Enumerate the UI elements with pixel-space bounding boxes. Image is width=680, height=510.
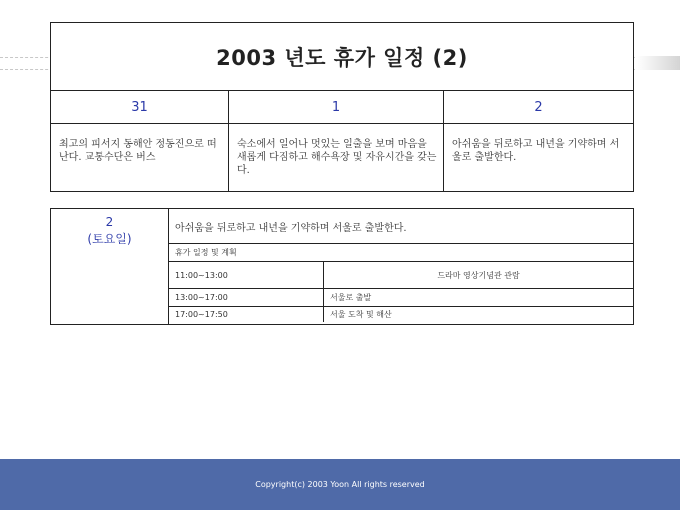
title-row bbox=[51, 23, 633, 91]
day-desc-1: 최고의 피서지 동해안 정동진으로 떠난다. 교통수단은 버스 bbox=[51, 124, 229, 191]
day-desc-2: 숙소에서 일어나 멋있는 일출을 보며 마음을 새롭게 다짐하고 해수욕장 및 자유시간을 갖는다. bbox=[229, 124, 444, 191]
day-desc-row bbox=[51, 124, 633, 191]
day-cell-3: 2 bbox=[444, 91, 633, 124]
detail-content-col bbox=[169, 209, 633, 324]
detail-table bbox=[50, 208, 634, 325]
plan-header: 휴가 일정 및 계획 bbox=[169, 244, 633, 262]
schedule-row bbox=[169, 307, 633, 322]
schedule-time: 17:00~17:50 bbox=[169, 307, 324, 322]
detail-summary: 아쉬움을 뒤로하고 내년을 기약하며 서울로 출발한다. bbox=[169, 209, 633, 244]
day-cell-1: 31 bbox=[51, 91, 229, 124]
day-cell-2: 1 bbox=[229, 91, 444, 124]
schedule-time: 13:00~17:00 bbox=[169, 289, 324, 306]
copyright-text: Copyright(c) 2003 Yoon All rights reserved bbox=[255, 480, 425, 489]
footer-bar bbox=[0, 459, 680, 510]
schedule-table bbox=[50, 22, 634, 192]
schedule-row bbox=[169, 289, 633, 307]
schedule-activity: 서울 도착 및 해산 bbox=[330, 310, 392, 319]
detail-day-col bbox=[51, 209, 169, 324]
schedule-row bbox=[169, 262, 633, 289]
decor-gradient-bar bbox=[636, 56, 680, 70]
day-header-row bbox=[51, 91, 633, 124]
schedule-activity: 서울로 출발 bbox=[330, 293, 372, 302]
detail-weekday: (토요일) bbox=[87, 232, 132, 246]
detail-day: 2 bbox=[105, 215, 114, 229]
day-desc-3: 아쉬움을 뒤로하고 내년을 기약하며 서울로 출발한다. bbox=[452, 139, 620, 163]
schedule-activity: 드라마 영상기념관 관람 bbox=[437, 270, 520, 280]
page-title: 2003 년도 휴가 일정 (2) bbox=[216, 45, 468, 70]
schedule-time: 11:00~13:00 bbox=[169, 262, 324, 288]
